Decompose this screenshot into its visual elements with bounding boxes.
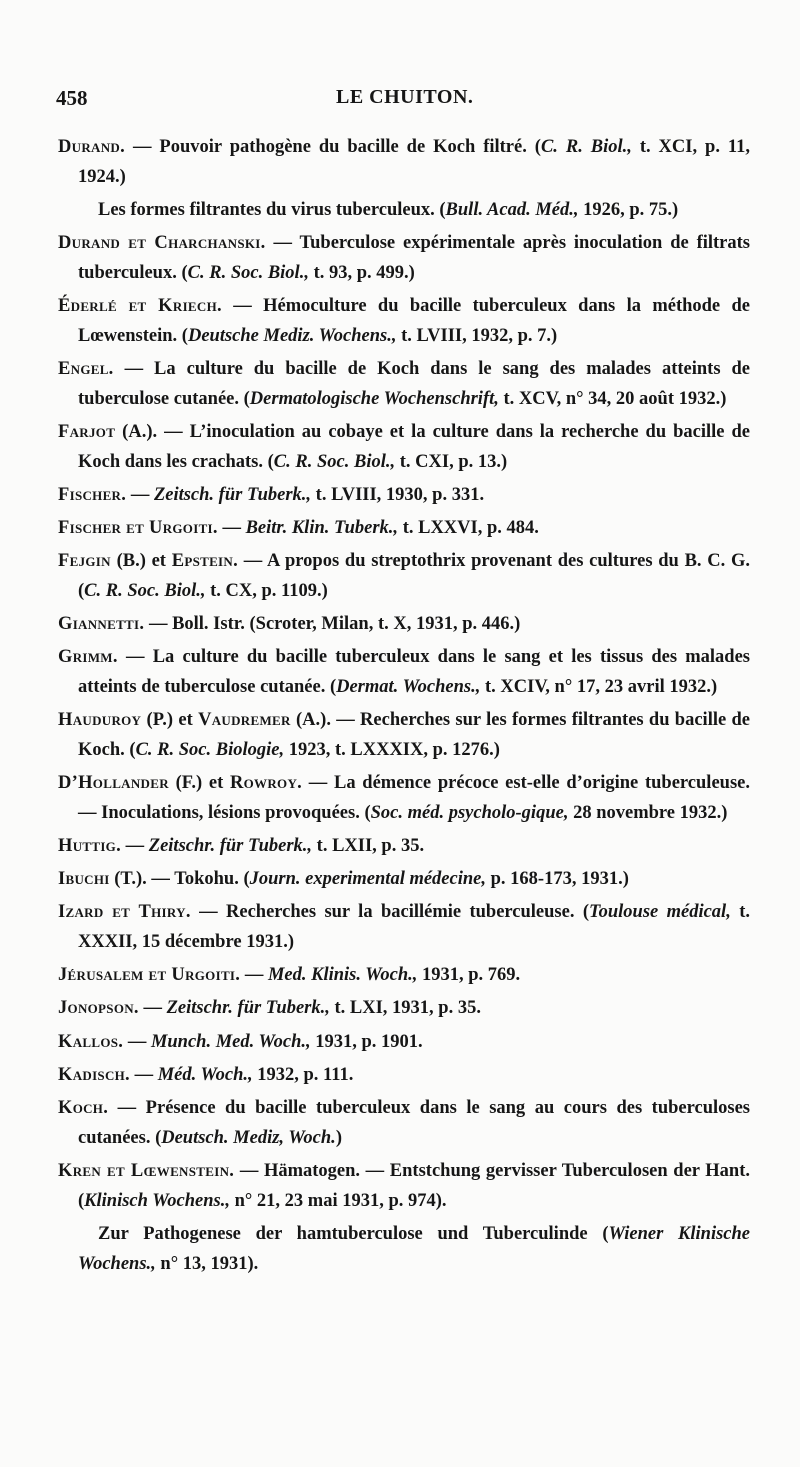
source-title: Dermat. Wochens., <box>336 676 481 697</box>
bibliography-entry <box>58 229 750 288</box>
author-name: Izard et Thiry. <box>58 902 191 923</box>
source-title: Journ. experimental médecine, <box>249 869 486 890</box>
source-title: C. R. Soc. Biol., <box>187 262 309 283</box>
entry-text: 1931, p. 769. <box>417 965 521 986</box>
entry-text: — Présence du bacille tuberculeux dans le sang au cours des tuberculoses cutanées. ( <box>78 1098 750 1148</box>
bibliography-entry <box>58 706 750 765</box>
entry-text: — <box>121 835 149 856</box>
author-name: Koch. <box>58 1098 109 1119</box>
running-title: LE CHUITON. <box>336 86 474 108</box>
author-name: Giannetti. <box>58 614 145 635</box>
entry-text: — La culture du bacille tuberculeux dans le sang et les tissus des malades atteints de tuberculose cutanée. ( <box>78 647 750 697</box>
author-name: Hauduroy <box>58 710 142 731</box>
entry-text: t. CX, p. 1109.) <box>205 580 328 601</box>
bibliography-entry <box>58 865 750 895</box>
page-number: 458 <box>56 86 88 110</box>
source-title: Klinisch Wochens., <box>84 1190 230 1211</box>
bibliography-entry <box>58 133 750 192</box>
bibliography-entry <box>58 1157 750 1216</box>
author-name: Engel. <box>58 358 114 379</box>
entry-text: p. 168-173, 1931.) <box>486 869 629 890</box>
author-name: Grimm. <box>58 647 118 668</box>
bibliography-list <box>58 133 750 1283</box>
author-name: Éderlé et Kriech. <box>58 296 222 317</box>
author-name: Rowroy. <box>229 773 303 794</box>
page-header <box>56 86 744 116</box>
entry-text: — <box>138 998 167 1019</box>
bibliography-entry <box>58 961 750 991</box>
source-title: Munch. Med. Woch., <box>150 1031 311 1052</box>
source-title: Dermatologische Wochenschrift, <box>249 388 499 409</box>
entry-text: 1932, p. 111. <box>252 1064 354 1085</box>
author-name: Kren et Lœwenstein. <box>58 1161 235 1181</box>
entry-text: — La démence précoce est-elle d’origine tuberculeuse. — Inoculations, lésions provoquées. ( <box>78 773 750 823</box>
entry-text: — <box>126 484 154 505</box>
author-name: Jérusalem et Urgoiti. <box>58 965 241 986</box>
author-name: Fischer et Urgoiti. <box>58 517 218 538</box>
entry-text: (A.). — Recherches sur les formes filtrantes du bacille de Koch. ( <box>78 710 750 760</box>
entry-text: 1926, p. 75.) <box>578 199 679 220</box>
entry-text: t. XCIV, n° 17, 23 avril 1932.) <box>480 676 718 697</box>
author-name: Kallos. <box>58 1031 124 1052</box>
author-name: Epstein. <box>171 551 239 572</box>
author-name: Fischer. <box>58 484 127 505</box>
entry-text: — Recherches sur la bacillémie tuberculeuse. ( <box>190 902 589 923</box>
source-title: C. R. Soc. Biol., <box>273 451 396 472</box>
source-title: Zeitschr. für Tuberk., <box>148 835 313 856</box>
author-name: Jonopson. <box>58 998 139 1019</box>
entry-text: Zur Pathogenese der hamtuberculose und Tuberculinde ( <box>98 1223 609 1244</box>
bibliography-entry <box>58 1028 750 1058</box>
bibliography-subentry <box>58 1220 750 1279</box>
source-title: Deutsch. Mediz, Woch. <box>161 1127 336 1148</box>
bibliography-entry <box>58 418 750 477</box>
entry-text: (B.) et <box>110 551 172 572</box>
entry-text: t. 93, p. 499.) <box>308 262 415 283</box>
entry-text: — <box>129 1064 158 1085</box>
source-title: Bull. Acad. Méd., <box>445 199 579 220</box>
entry-text: n° 13, 1931). <box>155 1253 259 1274</box>
author-name: Farjot <box>58 421 116 442</box>
entry-text: t. XCI, p. 11, 1924.) <box>78 137 750 187</box>
source-title: Deutsche Mediz. Wochens., <box>187 325 397 346</box>
entry-text: — <box>240 965 268 986</box>
bibliography-entry <box>58 994 750 1024</box>
entry-text: t. XCV, n° 34, 20 août 1932.) <box>498 388 727 409</box>
author-name: Ibuchi <box>58 869 110 890</box>
entry-text: — Tuberculose expérimentale après inoculation de filtrats tuberculeux. ( <box>78 233 750 283</box>
author-name: Durand et Charchanski. <box>58 233 266 254</box>
bibliography-entry <box>58 481 750 511</box>
bibliography-entry <box>58 1094 750 1153</box>
author-name: Vaudremer <box>198 710 291 731</box>
source-title: Méd. Woch., <box>157 1064 253 1085</box>
source-title: Med. Klinis. Woch., <box>267 965 418 986</box>
source-title: Toulouse médical, <box>589 902 731 923</box>
entry-text: 1931, p. 1901. <box>310 1031 423 1052</box>
author-name: Fejgin <box>58 551 111 572</box>
source-title: C. R. Soc. Biol., <box>84 580 206 601</box>
source-title: C. R. Soc. Biologie, <box>135 739 285 760</box>
source-title: C. R. Biol., <box>540 137 632 157</box>
entry-text: — <box>123 1031 151 1052</box>
source-title: Beitr. Klin. Tuberk., <box>245 517 399 538</box>
entry-text: t. LVIII, 1930, p. 331. <box>311 484 485 505</box>
entry-text: t. LXII, p. 35. <box>312 835 425 856</box>
entry-text: t. LXI, 1931, p. 35. <box>329 998 481 1019</box>
entry-text: 28 novembre 1932.) <box>568 802 728 823</box>
entry-text: Les formes filtrantes du virus tuberculeux. ( <box>98 199 446 220</box>
source-title: Soc. méd. psycholo-gique, <box>370 802 569 823</box>
entry-text: t. LVIII, 1932, p. 7.) <box>396 325 558 346</box>
source-title: Wiener Klinische Wochens., <box>78 1223 750 1274</box>
bibliography-entry <box>58 610 750 640</box>
author-name: Durand. <box>58 137 126 157</box>
entry-text: 1923, t. LXXXIX, p. 1276.) <box>284 739 500 760</box>
entry-text: — Hémoculture du bacille tuberculeux dans la méthode de Lœwenstein. ( <box>78 296 750 346</box>
entry-text: — <box>217 517 246 538</box>
bibliography-entry <box>58 292 750 351</box>
entry-text: (F.) et <box>168 773 230 794</box>
author-name: D’Hollander <box>58 773 169 794</box>
entry-text: t. CXI, p. 13.) <box>395 451 508 472</box>
entry-text: (P.) et <box>141 710 199 731</box>
bibliography-entry <box>58 1061 750 1091</box>
entry-text: — A propos du streptothrix provenant des cultures du B. C. G. ( <box>78 551 750 601</box>
entry-text: (A.). — L’inoculation au cobaye et la culture dans la recherche du bacille de Koch dans les crachats. ( <box>78 421 750 472</box>
source-title: Zeitschr. für Tuberk., <box>166 998 330 1019</box>
entry-text: — Hämatogen. — Entstchung gervisser Tuberculosen der Hant. ( <box>78 1161 751 1211</box>
bibliography-entry <box>58 643 750 702</box>
source-title: Zeitsch. für Tuberk., <box>153 484 312 505</box>
bibliography-entry <box>58 898 750 957</box>
bibliography-entry <box>58 514 750 544</box>
entry-text: n° 21, 23 mai 1931, p. 974). <box>230 1190 447 1211</box>
entry-text: — Pouvoir pathogène du bacille de Koch filtré. ( <box>125 137 541 157</box>
entry-text: t. XXXII, 15 décembre 1931.) <box>78 902 750 953</box>
bibliography-entry <box>58 832 750 862</box>
author-name: Kadisch. <box>58 1064 130 1085</box>
bibliography-subentry <box>58 196 750 226</box>
bibliography-entry <box>58 769 750 828</box>
bibliography-entry <box>58 547 750 606</box>
entry-text: (T.). — Tokohu. ( <box>109 869 250 890</box>
entry-text: ) <box>335 1127 342 1148</box>
entry-text: — La culture du bacille de Koch dans le sang des malades atteints de tuberculose cutanée. ( <box>78 358 750 409</box>
author-name: Huttig. <box>58 835 122 856</box>
bibliography-entry <box>58 355 750 414</box>
entry-text: — Boll. Istr. (Scroter, Milan, t. X, 1931, p. 446.) <box>144 614 521 635</box>
entry-text: t. LXXVI, p. 484. <box>398 517 539 538</box>
